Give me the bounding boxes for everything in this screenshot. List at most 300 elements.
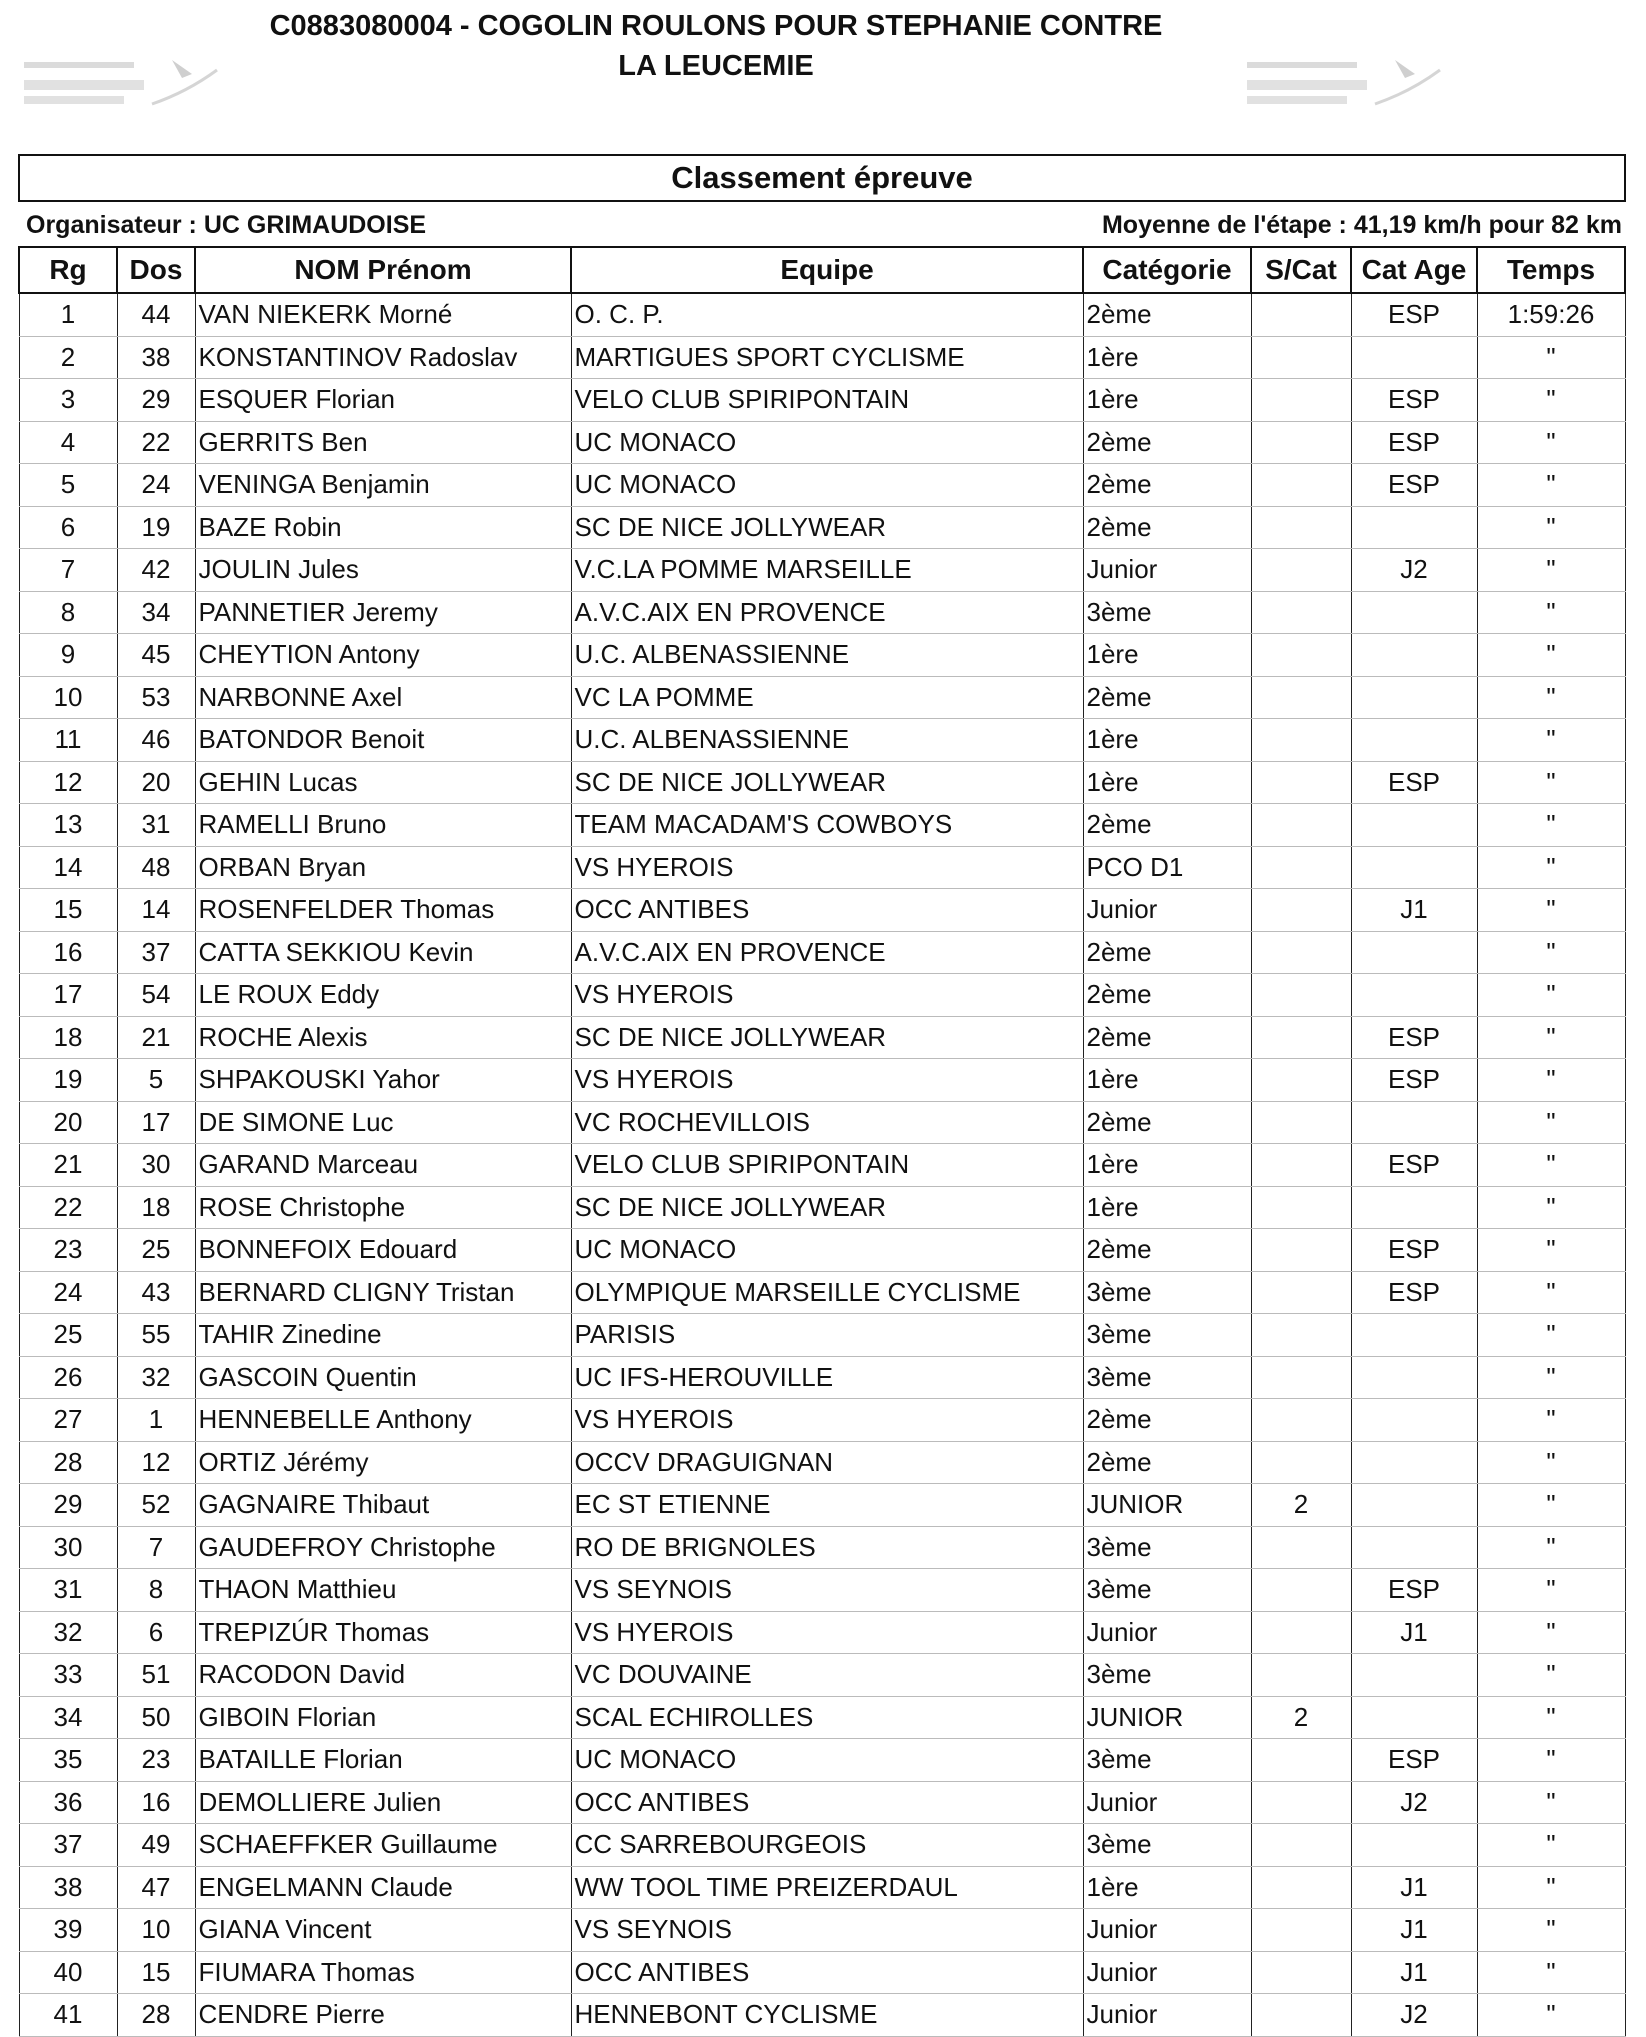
table-row [19,1314,1625,1357]
table-row [19,1909,1625,1952]
cell-rank: 8 [19,591,117,634]
cell-time: " [1477,1229,1625,1272]
cell-team: MARTIGUES SPORT CYCLISME [571,336,1083,379]
table-row [19,719,1625,762]
cell-team: SC DE NICE JOLLYWEAR [571,506,1083,549]
cell-rank: 30 [19,1526,117,1569]
cell-name: SHPAKOUSKI Yahor [195,1059,571,1102]
cell-rank: 10 [19,676,117,719]
cell-team: SC DE NICE JOLLYWEAR [571,1016,1083,1059]
cell-category: Junior [1083,889,1251,932]
cell-time: " [1477,761,1625,804]
cell-age-category [1351,846,1477,889]
cell-age-category: ESP [1351,1271,1477,1314]
table-row [19,931,1625,974]
cell-team: O. C. P. [571,293,1083,336]
cell-category: 3ème [1083,1356,1251,1399]
cell-category: 3ème [1083,1526,1251,1569]
cell-subcategory [1251,336,1351,379]
cell-bib: 48 [117,846,195,889]
table-row [19,1399,1625,1442]
table-row [19,1016,1625,1059]
cell-bib: 5 [117,1059,195,1102]
table-header-row [19,247,1625,293]
cell-rank: 15 [19,889,117,932]
cell-age-category [1351,1654,1477,1697]
cell-age-category: ESP [1351,1739,1477,1782]
cell-category: 1ère [1083,719,1251,762]
cell-bib: 18 [117,1186,195,1229]
cell-subcategory [1251,1271,1351,1314]
cell-name: GASCOIN Quentin [195,1356,571,1399]
table-row [19,1611,1625,1654]
cell-subcategory [1251,1314,1351,1357]
cell-team: U.C. ALBENASSIENNE [571,719,1083,762]
cell-subcategory: 2 [1251,1696,1351,1739]
cell-category: 1ère [1083,379,1251,422]
cell-name: RAMELLI Bruno [195,804,571,847]
cell-age-category: ESP [1351,379,1477,422]
cell-category: 2ème [1083,931,1251,974]
cell-time: " [1477,1059,1625,1102]
cell-bib: 19 [117,506,195,549]
cell-subcategory [1251,1526,1351,1569]
cell-subcategory [1251,1909,1351,1952]
cell-time: " [1477,1526,1625,1569]
cell-rank: 13 [19,804,117,847]
cell-category: 3ème [1083,591,1251,634]
federation-logo-left [22,52,232,122]
cell-name: HENNEBELLE Anthony [195,1399,571,1442]
cell-subcategory [1251,889,1351,932]
cell-age-category: J2 [1351,549,1477,592]
cell-time: " [1477,1484,1625,1527]
cell-bib: 29 [117,379,195,422]
cell-bib: 16 [117,1781,195,1824]
cell-name: VAN NIEKERK Morné [195,293,571,336]
cell-subcategory [1251,1399,1351,1442]
cell-time: " [1477,804,1625,847]
cell-team: OCCV DRAGUIGNAN [571,1441,1083,1484]
cell-age-category: ESP [1351,1144,1477,1187]
cell-time: " [1477,1101,1625,1144]
cell-name: VENINGA Benjamin [195,464,571,507]
table-row [19,1059,1625,1102]
table-row [19,1994,1625,2037]
cell-subcategory [1251,634,1351,677]
cell-bib: 6 [117,1611,195,1654]
cell-subcategory: 2 [1251,1484,1351,1527]
cell-subcategory [1251,1356,1351,1399]
table-row [19,974,1625,1017]
cell-rank: 29 [19,1484,117,1527]
cell-category: 3ème [1083,1654,1251,1697]
cell-bib: 31 [117,804,195,847]
title-line-1: C0883080004 - COGOLIN ROULONS POUR STEPHANIE CONTRE [269,10,1163,42]
table-row [19,379,1625,422]
table-row [19,1654,1625,1697]
cell-name: BATONDOR Benoit [195,719,571,762]
cell-name: BONNEFOIX Edouard [195,1229,571,1272]
cell-team: OCC ANTIBES [571,1781,1083,1824]
cell-time: " [1477,1441,1625,1484]
cell-category: 3ème [1083,1314,1251,1357]
cell-bib: 52 [117,1484,195,1527]
cell-subcategory [1251,676,1351,719]
table-row [19,1569,1625,1612]
cell-name: LE ROUX Eddy [195,974,571,1017]
cell-category: 1ère [1083,1186,1251,1229]
table-row [19,591,1625,634]
cell-age-category: ESP [1351,1059,1477,1102]
table-row [19,634,1625,677]
cell-time: " [1477,1016,1625,1059]
cell-time: " [1477,506,1625,549]
cell-rank: 17 [19,974,117,1017]
cell-time: " [1477,1569,1625,1612]
cell-age-category: ESP [1351,464,1477,507]
cell-subcategory [1251,549,1351,592]
cell-category: 2ème [1083,464,1251,507]
cell-rank: 37 [19,1824,117,1867]
cell-rank: 40 [19,1951,117,1994]
cell-bib: 28 [117,1994,195,2037]
cell-category: 1ère [1083,634,1251,677]
cell-time: " [1477,1271,1625,1314]
cell-rank: 41 [19,1994,117,2037]
cell-age-category: ESP [1351,421,1477,464]
cell-subcategory [1251,761,1351,804]
cell-subcategory [1251,1824,1351,1867]
cell-team: UC MONACO [571,421,1083,464]
cell-rank: 19 [19,1059,117,1102]
cell-age-category [1351,1314,1477,1357]
cell-subcategory [1251,1654,1351,1697]
cell-rank: 16 [19,931,117,974]
cell-team: SCAL ECHIROLLES [571,1696,1083,1739]
cell-rank: 31 [19,1569,117,1612]
cell-team: VS HYEROIS [571,846,1083,889]
col-header-rank: Rg [19,247,117,293]
cell-time: " [1477,931,1625,974]
cell-time: " [1477,1356,1625,1399]
cell-age-category: J2 [1351,1994,1477,2037]
cell-subcategory [1251,421,1351,464]
cell-time: " [1477,1696,1625,1739]
cell-category: 1ère [1083,1059,1251,1102]
cell-subcategory [1251,846,1351,889]
cell-bib: 8 [117,1569,195,1612]
cell-bib: 12 [117,1441,195,1484]
cell-subcategory [1251,1611,1351,1654]
cell-team: EC ST ETIENNE [571,1484,1083,1527]
cell-age-category: J1 [1351,1909,1477,1952]
cell-category: 2ème [1083,804,1251,847]
cell-age-category [1351,676,1477,719]
cell-age-category: ESP [1351,1016,1477,1059]
results-table [18,246,1626,2037]
cell-time: " [1477,846,1625,889]
cell-category: 3ème [1083,1569,1251,1612]
cell-rank: 14 [19,846,117,889]
cell-subcategory [1251,464,1351,507]
table-row [19,1824,1625,1867]
cell-age-category [1351,974,1477,1017]
cell-subcategory [1251,1059,1351,1102]
cell-bib: 22 [117,421,195,464]
cell-rank: 12 [19,761,117,804]
cell-bib: 46 [117,719,195,762]
cell-time: " [1477,1144,1625,1187]
cell-time: " [1477,379,1625,422]
cell-category: JUNIOR [1083,1696,1251,1739]
cell-team: CC SARREBOURGEOIS [571,1824,1083,1867]
cell-subcategory [1251,719,1351,762]
cell-age-category [1351,1356,1477,1399]
cell-team: VELO CLUB SPIRIPONTAIN [571,379,1083,422]
cell-rank: 24 [19,1271,117,1314]
table-row [19,1101,1625,1144]
cell-name: GIBOIN Florian [195,1696,571,1739]
cell-age-category [1351,719,1477,762]
cell-category: Junior [1083,1781,1251,1824]
cell-time: " [1477,974,1625,1017]
cell-age-category [1351,804,1477,847]
cell-time: " [1477,719,1625,762]
cell-category: 2ème [1083,1441,1251,1484]
cell-name: GEHIN Lucas [195,761,571,804]
cell-name: PANNETIER Jeremy [195,591,571,634]
cell-bib: 24 [117,464,195,507]
cell-age-category: J2 [1351,1781,1477,1824]
cell-category: JUNIOR [1083,1484,1251,1527]
cell-category: 2ème [1083,1101,1251,1144]
cell-name: ORTIZ Jérémy [195,1441,571,1484]
cell-age-category [1351,506,1477,549]
cell-name: DEMOLLIERE Julien [195,1781,571,1824]
table-row [19,549,1625,592]
cell-team: OLYMPIQUE MARSEILLE CYCLISME [571,1271,1083,1314]
cell-bib: 42 [117,549,195,592]
col-header-age-category: Cat Age [1351,247,1477,293]
cell-age-category [1351,1696,1477,1739]
table-row [19,421,1625,464]
cell-bib: 20 [117,761,195,804]
table-row [19,1356,1625,1399]
table-row [19,336,1625,379]
cell-time: " [1477,1739,1625,1782]
cell-team: A.V.C.AIX EN PROVENCE [571,931,1083,974]
cell-bib: 43 [117,1271,195,1314]
cell-subcategory [1251,1866,1351,1909]
cell-rank: 2 [19,336,117,379]
cell-category: PCO D1 [1083,846,1251,889]
cell-time: " [1477,336,1625,379]
cell-team: VS SEYNOIS [571,1569,1083,1612]
cell-age-category [1351,1399,1477,1442]
cell-category: 1ère [1083,1144,1251,1187]
table-row [19,506,1625,549]
cell-team: VC LA POMME [571,676,1083,719]
cell-team: V.C.LA POMME MARSEILLE [571,549,1083,592]
table-row [19,1526,1625,1569]
cell-subcategory [1251,1101,1351,1144]
cell-bib: 51 [117,1654,195,1697]
cell-bib: 21 [117,1016,195,1059]
cell-bib: 30 [117,1144,195,1187]
title-line-2: LA LEUCEMIE [618,50,814,82]
average-speed-label: Moyenne de l'étape : 41,19 km/h pour 82 km [1101,211,1622,239]
cell-category: 2ème [1083,676,1251,719]
cell-team: WW TOOL TIME PREIZERDAUL [571,1866,1083,1909]
cell-subcategory [1251,804,1351,847]
cell-subcategory [1251,931,1351,974]
cell-age-category: ESP [1351,1569,1477,1612]
cell-name: SCHAEFFKER Guillaume [195,1824,571,1867]
cell-rank: 22 [19,1186,117,1229]
cell-time: " [1477,421,1625,464]
cell-subcategory [1251,1016,1351,1059]
cell-name: ROSENFELDER Thomas [195,889,571,932]
cell-team: OCC ANTIBES [571,889,1083,932]
cell-rank: 5 [19,464,117,507]
cell-rank: 25 [19,1314,117,1357]
cell-team: A.V.C.AIX EN PROVENCE [571,591,1083,634]
cell-bib: 10 [117,1909,195,1952]
cell-age-category [1351,1824,1477,1867]
cell-team: VC DOUVAINE [571,1654,1083,1697]
cell-team: U.C. ALBENASSIENNE [571,634,1083,677]
cell-rank: 21 [19,1144,117,1187]
cell-age-category [1351,336,1477,379]
cell-subcategory [1251,1229,1351,1272]
cell-name: CENDRE Pierre [195,1994,571,2037]
race-info [22,208,1622,242]
cell-rank: 36 [19,1781,117,1824]
cell-rank: 7 [19,549,117,592]
cell-category: Junior [1083,1951,1251,1994]
cell-team: VS HYEROIS [571,1611,1083,1654]
cell-age-category: J1 [1351,1611,1477,1654]
cell-time: " [1477,1909,1625,1952]
cell-rank: 38 [19,1866,117,1909]
cell-bib: 17 [117,1101,195,1144]
cell-name: FIUMARA Thomas [195,1951,571,1994]
cell-category: Junior [1083,1611,1251,1654]
cell-category: 2ème [1083,974,1251,1017]
cell-age-category [1351,591,1477,634]
cell-bib: 53 [117,676,195,719]
cell-rank: 27 [19,1399,117,1442]
cell-bib: 14 [117,889,195,932]
cell-name: GARAND Marceau [195,1144,571,1187]
cell-team: VS HYEROIS [571,974,1083,1017]
cell-subcategory [1251,1186,1351,1229]
cell-rank: 11 [19,719,117,762]
col-header-category: Catégorie [1083,247,1251,293]
cell-time: " [1477,1951,1625,1994]
cell-age-category: J1 [1351,889,1477,932]
table-row [19,1866,1625,1909]
cell-name: DE SIMONE Luc [195,1101,571,1144]
table-row [19,1229,1625,1272]
cell-name: JOULIN Jules [195,549,571,592]
cell-time: " [1477,1611,1625,1654]
cell-age-category: ESP [1351,761,1477,804]
cell-subcategory [1251,379,1351,422]
cell-bib: 1 [117,1399,195,1442]
cell-time: " [1477,549,1625,592]
cell-age-category [1351,1101,1477,1144]
cell-category: Junior [1083,1994,1251,2037]
cell-time: " [1477,591,1625,634]
cell-team: SC DE NICE JOLLYWEAR [571,1186,1083,1229]
cell-subcategory [1251,1441,1351,1484]
federation-logo-right [1245,52,1455,122]
cell-category: 2ème [1083,1229,1251,1272]
cell-bib: 50 [117,1696,195,1739]
cell-time: " [1477,676,1625,719]
cell-bib: 23 [117,1739,195,1782]
cell-name: NARBONNE Axel [195,676,571,719]
cell-name: BERNARD CLIGNY Tristan [195,1271,571,1314]
cell-bib: 15 [117,1951,195,1994]
cell-age-category: ESP [1351,1229,1477,1272]
cell-team: UC MONACO [571,464,1083,507]
cell-age-category [1351,634,1477,677]
cell-rank: 39 [19,1909,117,1952]
cell-category: Junior [1083,549,1251,592]
cell-category: 2ème [1083,1399,1251,1442]
col-header-team: Equipe [571,247,1083,293]
cell-rank: 3 [19,379,117,422]
cell-bib: 55 [117,1314,195,1357]
cell-time: " [1477,889,1625,932]
cell-category: 2ème [1083,1016,1251,1059]
cell-time: " [1477,464,1625,507]
cell-team: UC MONACO [571,1229,1083,1272]
table-row [19,1696,1625,1739]
results-body [19,293,1625,2036]
cell-name: CATTA SEKKIOU Kevin [195,931,571,974]
cell-team: VS HYEROIS [571,1399,1083,1442]
cell-category: 2ème [1083,506,1251,549]
cell-time: " [1477,1314,1625,1357]
cell-age-category [1351,1186,1477,1229]
cell-team: VS HYEROIS [571,1059,1083,1102]
cell-bib: 7 [117,1526,195,1569]
cell-rank: 34 [19,1696,117,1739]
cell-name: KONSTANTINOV Radoslav [195,336,571,379]
cell-rank: 4 [19,421,117,464]
table-row [19,464,1625,507]
cell-time: " [1477,1781,1625,1824]
table-row [19,1441,1625,1484]
cell-name: THAON Matthieu [195,1569,571,1612]
cell-category: Junior [1083,1909,1251,1952]
cell-time: " [1477,1654,1625,1697]
cell-age-category: J1 [1351,1866,1477,1909]
col-header-bib: Dos [117,247,195,293]
cell-bib: 38 [117,336,195,379]
cell-category: 3ème [1083,1739,1251,1782]
cell-rank: 32 [19,1611,117,1654]
cell-age-category [1351,1484,1477,1527]
cell-bib: 47 [117,1866,195,1909]
col-header-subcategory: S/Cat [1251,247,1351,293]
cell-subcategory [1251,1739,1351,1782]
cell-subcategory [1251,293,1351,336]
